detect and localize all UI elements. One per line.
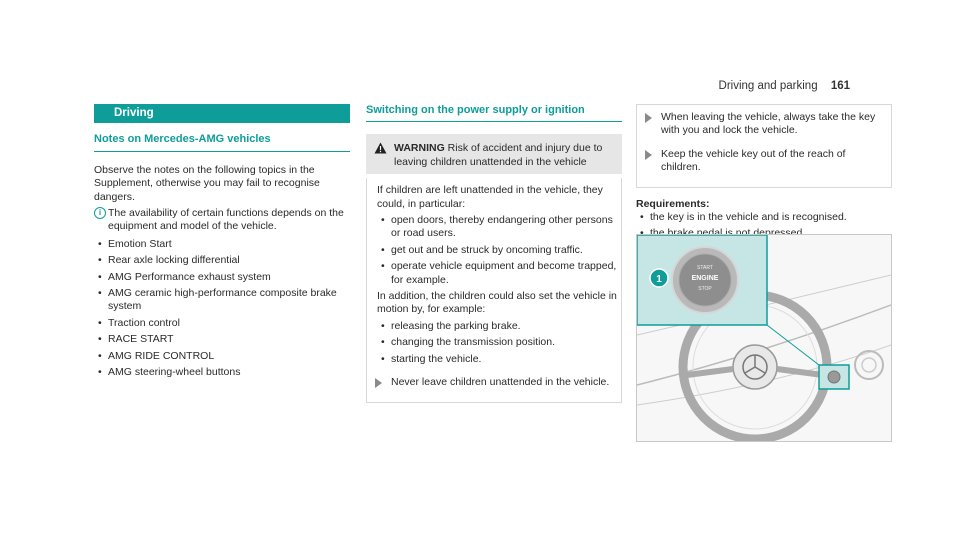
topic-list [94,238,350,380]
list-item: • changing the transmission position. [381,336,556,349]
list-item: • get out and be struck by oncoming traffic. [381,243,583,256]
requirements-heading: Requirements: [636,197,710,210]
list-item: • operate vehicle equipment and become trapped, for example. [381,260,617,286]
arrow-icon [375,378,382,388]
note-text: The availability of certain functions depends on the equipment and model of the vehicle. [108,207,344,233]
bullet-icon: • [381,336,385,349]
bullet-icon: • [98,237,102,250]
paragraph: In addition, the children could also set the vehicle in motion by, for example: [377,290,617,316]
list-item: • AMG steering-wheel buttons [98,366,241,379]
bullet-icon: • [381,352,385,365]
warning-icon [374,142,387,154]
cockpit-drawing [637,235,891,441]
list-item: • releasing the parking brake. [381,319,521,332]
action-step: Keep the vehicle key out of the reach of children. [637,148,887,175]
warning-body [366,178,622,402]
list-item: • starting the vehicle. [381,352,482,365]
action-step: Never leave children unattended in the vehicle. [367,376,617,389]
arrow-icon [645,150,652,160]
list-item: • AMG RIDE CONTROL [98,349,215,362]
bullet-icon: • [381,260,385,273]
button-engine-label: ENGINE [691,275,719,282]
warning-text: Risk of accident and injury due to leaving children unattended in the vehicle [394,142,603,168]
arrow-icon [645,113,652,123]
column-2 [366,104,622,403]
column-3 [636,104,892,244]
paragraph: If children are left unattended in the vehicle, they could, in particular: [377,184,603,210]
list-item: • Emotion Start [98,237,172,250]
info-icon: i [94,207,106,219]
bullet-icon: • [98,349,102,362]
page-header [719,80,850,92]
bullet-icon: • [98,316,102,329]
list-item: • Traction control [98,316,180,329]
bullet-icon: • [381,243,385,256]
list-item: • RACE START [98,333,174,346]
warning-box [366,134,622,174]
bullet-icon: • [640,211,644,224]
callout-number: 1 [656,274,662,285]
section-heading: Notes on Mercedes-AMG vehicles [94,133,350,151]
intro-text: Observe the notes on the following topics in the Supplement, otherwise you may fail to recognise dangers. [94,163,320,203]
warning-continued [636,104,892,188]
header-section-title: Driving and parking [718,80,818,92]
column-1 [94,104,350,383]
risk-list [377,214,617,287]
button-stop-label: STOP [698,286,712,292]
list-item: • the key is in the vehicle and is recognised. [640,211,847,224]
note [94,207,350,234]
list-item: • AMG ceramic high-performance composite brake system [98,287,337,313]
bullet-icon: • [98,254,102,267]
bullet-icon: • [381,214,385,227]
warning-label: WARNING [394,142,445,155]
bullet-icon: • [98,287,102,300]
section-bar: Driving [94,104,350,123]
risk-list [377,320,617,366]
button-start-label: START [697,265,713,271]
list-item: • Rear axle locking differential [98,254,240,267]
list-item: • AMG Performance exhaust system [98,270,271,283]
bullet-icon: • [98,333,102,346]
bullet-icon: • [98,366,102,379]
page-number: 161 [830,80,850,92]
dashboard-illustration [636,234,892,442]
list-item: • open doors, thereby endangering other persons or road users. [381,214,613,240]
action-step: When leaving the vehicle, always take the key with you and lock the vehicle. [637,111,887,138]
section-heading: Switching on the power supply or ignition [366,104,622,122]
bullet-icon: • [381,319,385,332]
bullet-icon: • [98,270,102,283]
